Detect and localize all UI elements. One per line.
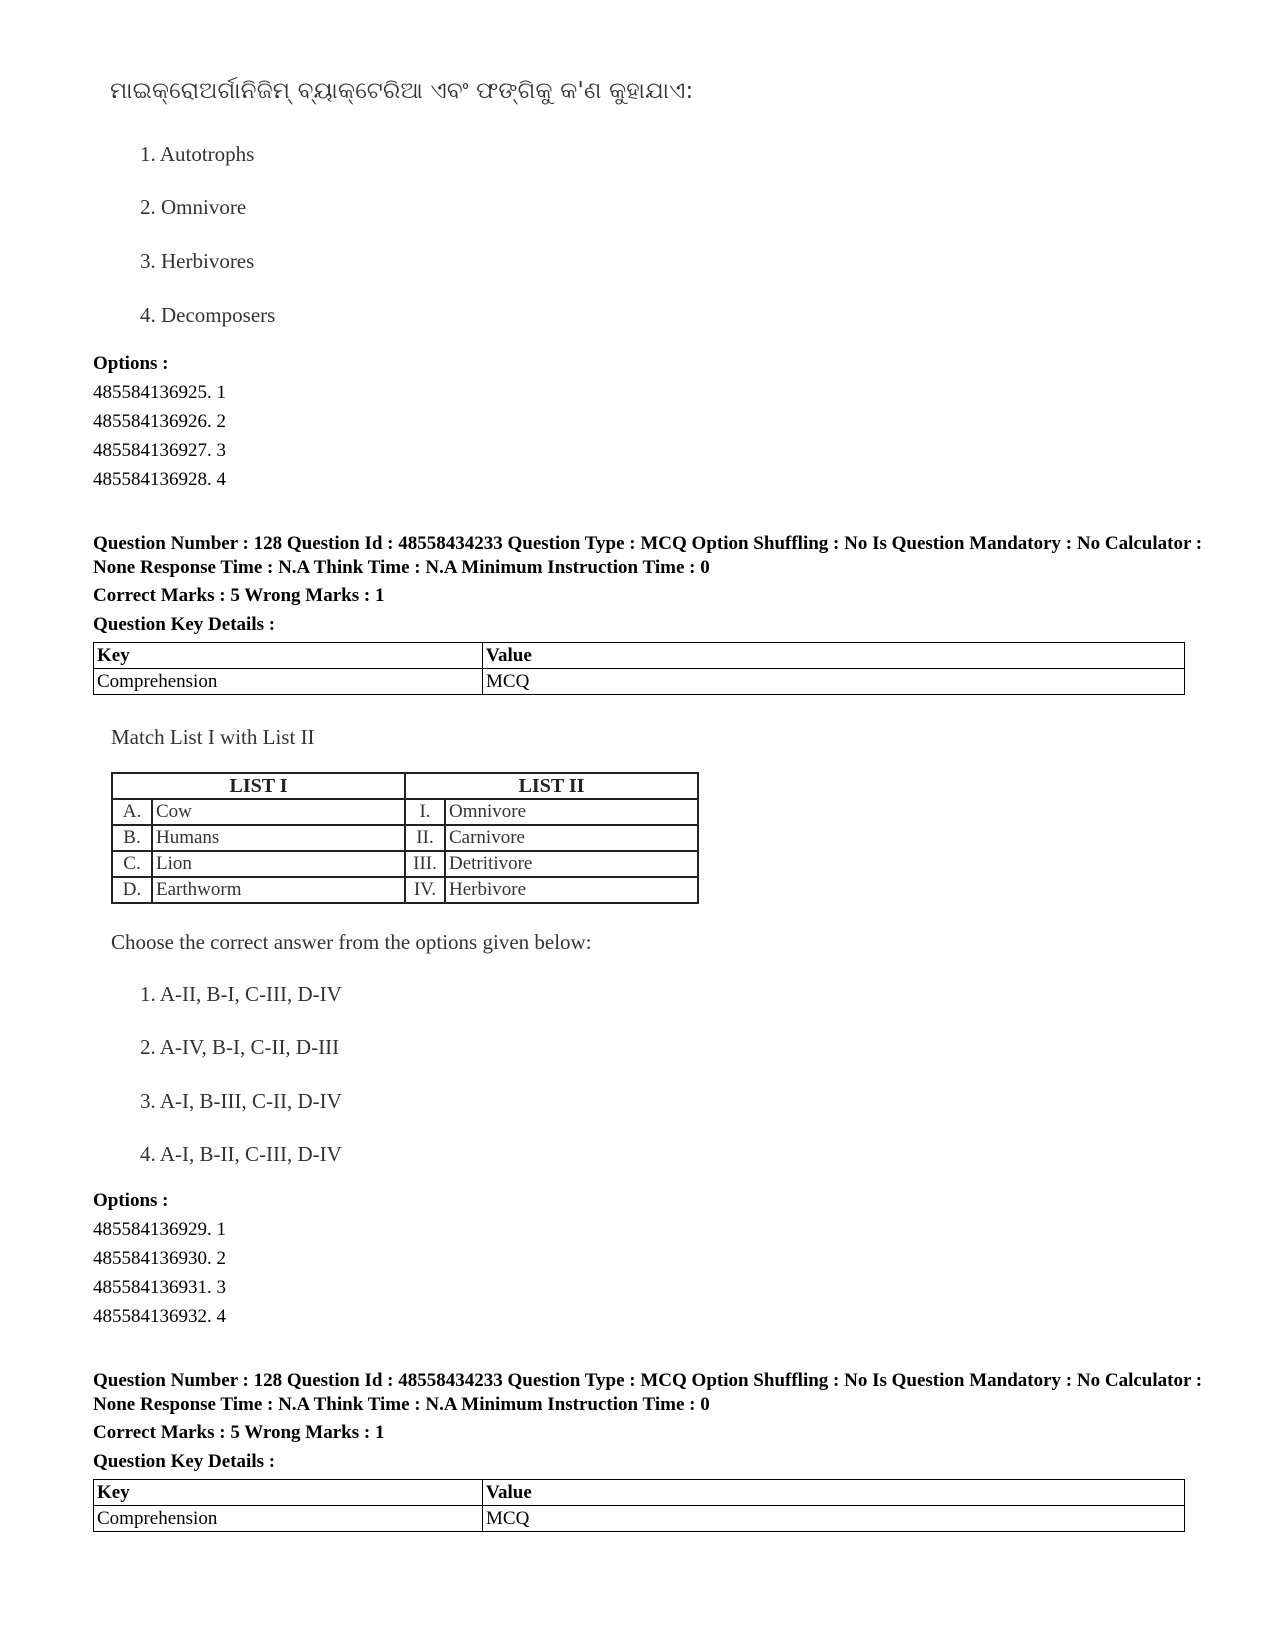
row-label: A. <box>112 799 152 825</box>
choice-1: 1. A-II, B-I, C-III, D-IV <box>140 982 342 1006</box>
row-label: IV. <box>405 877 445 903</box>
question-meta: Question Number : 128 Question Id : 48558434233 Question Type : MCQ Option Shuffling : No Is Question Mandatory : No Calculator : None Response Time : N.A Think Time : N.A Minimum Instruction Time : 0 <box>93 1370 1203 1415</box>
match-list-table <box>111 772 699 904</box>
key-header: Key <box>94 643 483 669</box>
row-label: I. <box>405 799 445 825</box>
table-row <box>112 851 698 877</box>
choice-3: 3. Herbivores <box>140 249 255 273</box>
option-line: 485584136926. 2 <box>93 411 226 432</box>
table-row <box>112 799 698 825</box>
marks-line: Correct Marks : 5 Wrong Marks : 1 <box>93 1422 385 1443</box>
choice-1: 1. Autotrophs <box>140 142 255 166</box>
key-details-table <box>93 1479 1185 1532</box>
row-label: D. <box>112 877 152 903</box>
table-row <box>112 877 698 903</box>
list-i-item: Humans <box>152 825 405 851</box>
option-line: 485584136929. 1 <box>93 1219 226 1240</box>
choice-3: 3. A-I, B-III, C-II, D-IV <box>140 1089 342 1113</box>
key-cell: Comprehension <box>94 1506 483 1532</box>
list-i-item: Earthworm <box>152 877 405 903</box>
key-details-label: Question Key Details : <box>93 1451 276 1472</box>
option-line: 485584136930. 2 <box>93 1248 226 1269</box>
key-details-label: Question Key Details : <box>93 614 276 635</box>
table-row <box>112 825 698 851</box>
list-i-header: LIST I <box>112 773 405 799</box>
value-cell: MCQ <box>483 669 1185 695</box>
value-header: Value <box>483 1480 1185 1506</box>
row-label: III. <box>405 851 445 877</box>
choice-2: 2. A-IV, B-I, C-II, D-III <box>140 1035 340 1059</box>
list-ii-header: LIST II <box>405 773 698 799</box>
choice-4: 4. Decomposers <box>140 303 276 327</box>
key-header: Key <box>94 1480 483 1506</box>
list-ii-item: Herbivore <box>445 877 698 903</box>
value-cell: MCQ <box>483 1506 1185 1532</box>
list-i-item: Cow <box>152 799 405 825</box>
choice-2: 2. Omnivore <box>140 195 247 219</box>
key-details-table <box>93 642 1185 695</box>
row-label: II. <box>405 825 445 851</box>
options-label: Options : <box>93 1190 169 1211</box>
option-line: 485584136927. 3 <box>93 440 226 461</box>
marks-line: Correct Marks : 5 Wrong Marks : 1 <box>93 585 385 606</box>
choose-instruction: Choose the correct answer from the options given below: <box>111 930 592 954</box>
option-line: 485584136925. 1 <box>93 382 226 403</box>
question-meta: Question Number : 128 Question Id : 48558434233 Question Type : MCQ Option Shuffling : No Is Question Mandatory : No Calculator : None Response Time : N.A Think Time : N.A Minimum Instruction Time : 0 <box>93 533 1203 578</box>
question-text-odia: ମାଇକ୍ରୋଅର୍ଗାନିଜିମ୍ ବ୍ୟାକ୍ଟେରିଆ ଏବଂ ଫଙ୍ଗିକୁ କ'ଣ କୁହାଯାଏ: <box>110 78 694 104</box>
match-title: Match List I with List II <box>111 725 315 749</box>
row-label: C. <box>112 851 152 877</box>
key-cell: Comprehension <box>94 669 483 695</box>
option-line: 485584136931. 3 <box>93 1277 226 1298</box>
list-ii-item: Omnivore <box>445 799 698 825</box>
list-ii-item: Carnivore <box>445 825 698 851</box>
value-header: Value <box>483 643 1185 669</box>
row-label: B. <box>112 825 152 851</box>
choice-4: 4. A-I, B-II, C-III, D-IV <box>140 1142 342 1166</box>
options-label: Options : <box>93 353 169 374</box>
list-ii-item: Detritivore <box>445 851 698 877</box>
option-line: 485584136932. 4 <box>93 1306 226 1327</box>
list-i-item: Lion <box>152 851 405 877</box>
option-line: 485584136928. 4 <box>93 469 226 490</box>
